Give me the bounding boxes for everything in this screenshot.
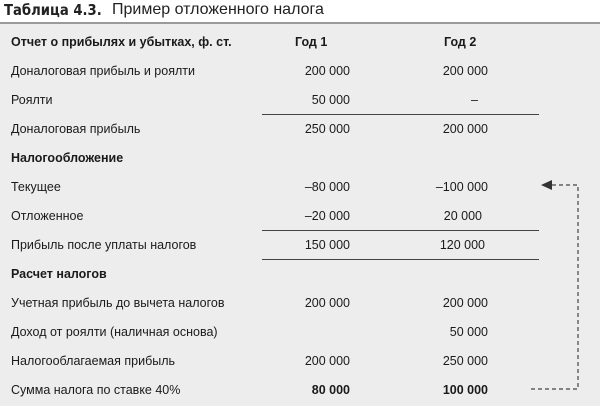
- row-year2-value: –: [471, 93, 478, 107]
- row-label: Роялти: [11, 93, 53, 107]
- header-year1: Год 1: [295, 35, 328, 49]
- row-year1-value: 250 000: [304, 122, 350, 136]
- row-label: Доналоговая прибыль и роялти: [11, 64, 195, 78]
- row-year2-value: 120 000: [439, 238, 485, 252]
- row-year2-value: 250 000: [442, 354, 488, 368]
- table-row: [0, 289, 600, 318]
- row-year1-value: 50 000: [311, 93, 350, 107]
- row-year2-value: 200 000: [442, 296, 488, 310]
- table-row: [0, 318, 600, 347]
- table-header-row: [0, 28, 600, 57]
- row-year1-value: –20 000: [304, 209, 350, 223]
- row-label: Прибыль после уплаты налогов: [11, 238, 197, 252]
- row-label: Доход от роялти (наличная основа): [11, 325, 218, 339]
- header-year2: Год 2: [444, 35, 477, 49]
- table-row: [0, 376, 600, 405]
- table-number: Таблица 4.3.: [4, 1, 102, 19]
- row-label: Отложенное: [11, 209, 84, 223]
- row-year1-value: 200 000: [304, 296, 350, 310]
- table-row: [0, 57, 600, 86]
- row-year2-value: 200 000: [442, 64, 488, 78]
- row-year2-value: 20 000: [443, 209, 482, 223]
- row-year2-value: 100 000: [442, 383, 488, 397]
- row-year1-value: 80 000: [311, 383, 350, 397]
- deferred-tax-table: [0, 22, 600, 406]
- row-year1-value: 200 000: [304, 64, 350, 78]
- row-label: Налогооблагаемая прибыль: [11, 354, 176, 368]
- section-heading-row: [0, 260, 600, 289]
- row-year2-value: 200 000: [442, 122, 488, 136]
- row-year2-value: 50 000: [449, 325, 488, 339]
- table-row: [0, 231, 600, 260]
- table-row: [0, 173, 600, 202]
- section-heading: Расчет налогов: [11, 267, 107, 281]
- table-title: Пример отложенного налога: [112, 1, 324, 18]
- row-year1-value: 200 000: [304, 354, 350, 368]
- row-label: Доналоговая прибыль: [11, 122, 141, 136]
- row-label: Сумма налога по ставке 40%: [11, 383, 181, 397]
- row-label: Учетная прибыль до вычета налогов: [11, 296, 225, 310]
- header-label: Отчет о прибылях и убытках, ф. ст.: [11, 35, 232, 49]
- row-year1-value: –80 000: [304, 180, 350, 194]
- row-label: Текущее: [11, 180, 61, 194]
- row-year1-value: 150 000: [304, 238, 350, 252]
- section-heading: Налогообложение: [11, 151, 124, 165]
- table-row: [0, 347, 600, 376]
- section-heading-row: [0, 144, 600, 173]
- table-row: [0, 86, 600, 115]
- row-year2-value: –100 000: [435, 180, 488, 194]
- table-row: [0, 115, 600, 144]
- table-row: [0, 202, 600, 231]
